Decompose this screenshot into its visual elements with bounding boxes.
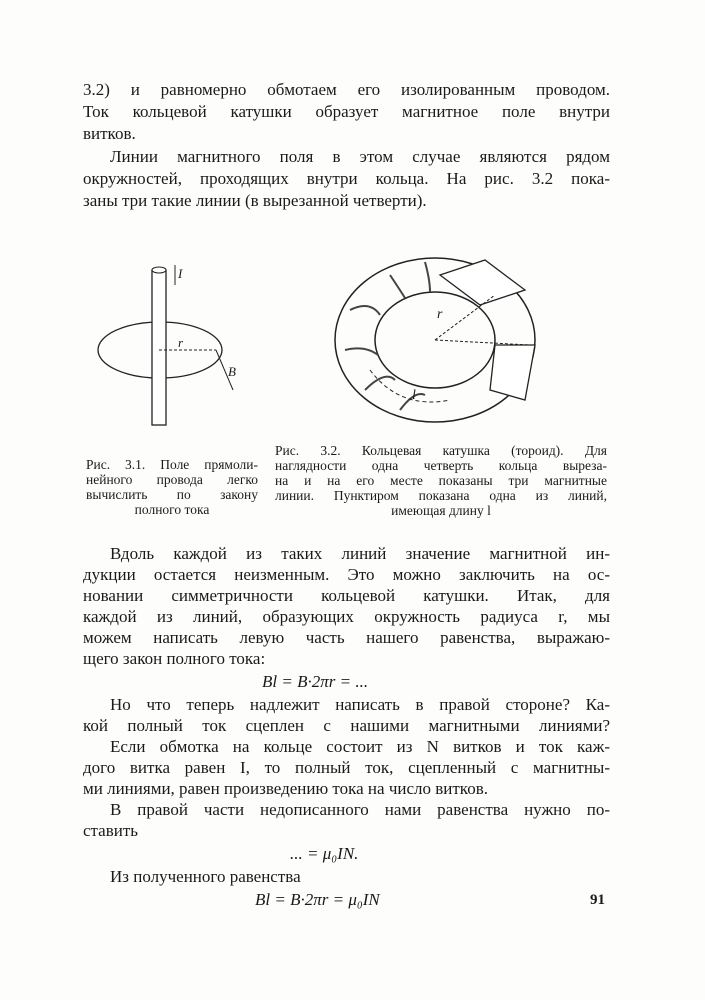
caption-line: вычислить по закону xyxy=(86,487,258,502)
equation-1: Bl = B·2πr = ... xyxy=(262,672,369,691)
text-line: Вдоль каждой из таких линий значение магнитной ин- xyxy=(110,544,610,563)
caption-line: имеющая длину l xyxy=(391,503,491,518)
text-line: витков. xyxy=(83,124,136,143)
text-line: Из полученного равенства xyxy=(110,867,301,886)
caption-line: нейного провода легко xyxy=(86,472,258,487)
label-current: I xyxy=(178,266,183,281)
text-line: кой полный ток сцеплен с нашими магнитными линиями? xyxy=(83,716,610,735)
caption-line: Рис. 3.2. Кольцевая катушка (тороид). Для xyxy=(275,443,607,458)
text-line: щего закон полного тока: xyxy=(83,649,266,668)
text-line: Линии магнитного поля в этом случае являются рядом xyxy=(110,147,610,166)
text-line: дукции остается неизменным. Это можно заключить на ос- xyxy=(83,565,610,584)
text-line: окружностей, проходящих внутри кольца. На рис. 3.2 пока- xyxy=(83,169,610,188)
label-radius: r xyxy=(178,335,184,350)
caption-line: полного тока xyxy=(134,502,210,517)
equation-2: ... = μ₀IN. xyxy=(290,844,359,863)
label-radius: r xyxy=(437,307,443,322)
caption-line: линии. Пунктиром показана одна из линий, xyxy=(275,488,607,503)
text-line: Но что теперь надлежит написать в правой стороне? Ка- xyxy=(110,695,610,714)
text-line: ставить xyxy=(83,821,139,840)
text-line: каждой из линий, образующих окружность радиуса r, мы xyxy=(83,607,610,626)
figure-3-2-toroid xyxy=(330,250,545,430)
text-line: заны три такие линии (в вырезанной четверти). xyxy=(83,191,427,210)
figure-3-1-wire xyxy=(90,255,250,430)
text-line: В правой части недописанного нами равенства нужно по- xyxy=(110,800,610,819)
text-line: Ток кольцевой катушки образует магнитное поле внутри xyxy=(83,102,610,121)
text-line: дого витка равен I, то полный ток, сцепленный с магнитны- xyxy=(83,758,610,777)
text-line: 3.2) и равномерно обмотаем его изолированным проводом. xyxy=(83,80,610,99)
label-field: B xyxy=(228,364,236,379)
text-line: новании симметричности кольцевой катушки. Итак, для xyxy=(83,586,610,605)
label-length: l xyxy=(412,388,416,403)
caption-line: Рис. 3.1. Поле прямоли- xyxy=(86,457,258,472)
text-line: Если обмотка на кольце состоит из N витков и ток каж- xyxy=(110,737,610,756)
text-line: ми линиями, равен произведению тока на число витков. xyxy=(83,779,488,798)
page-number: 91 xyxy=(590,892,605,908)
text-line: можем написать левую часть нашего равенства, выражаю- xyxy=(83,628,610,647)
caption-line: наглядности одна четверть кольца выреза- xyxy=(275,458,607,473)
caption-line: на и на его месте показаны три магнитные xyxy=(275,473,607,488)
equation-3: Bl = B·2πr = μ₀IN xyxy=(255,890,380,909)
